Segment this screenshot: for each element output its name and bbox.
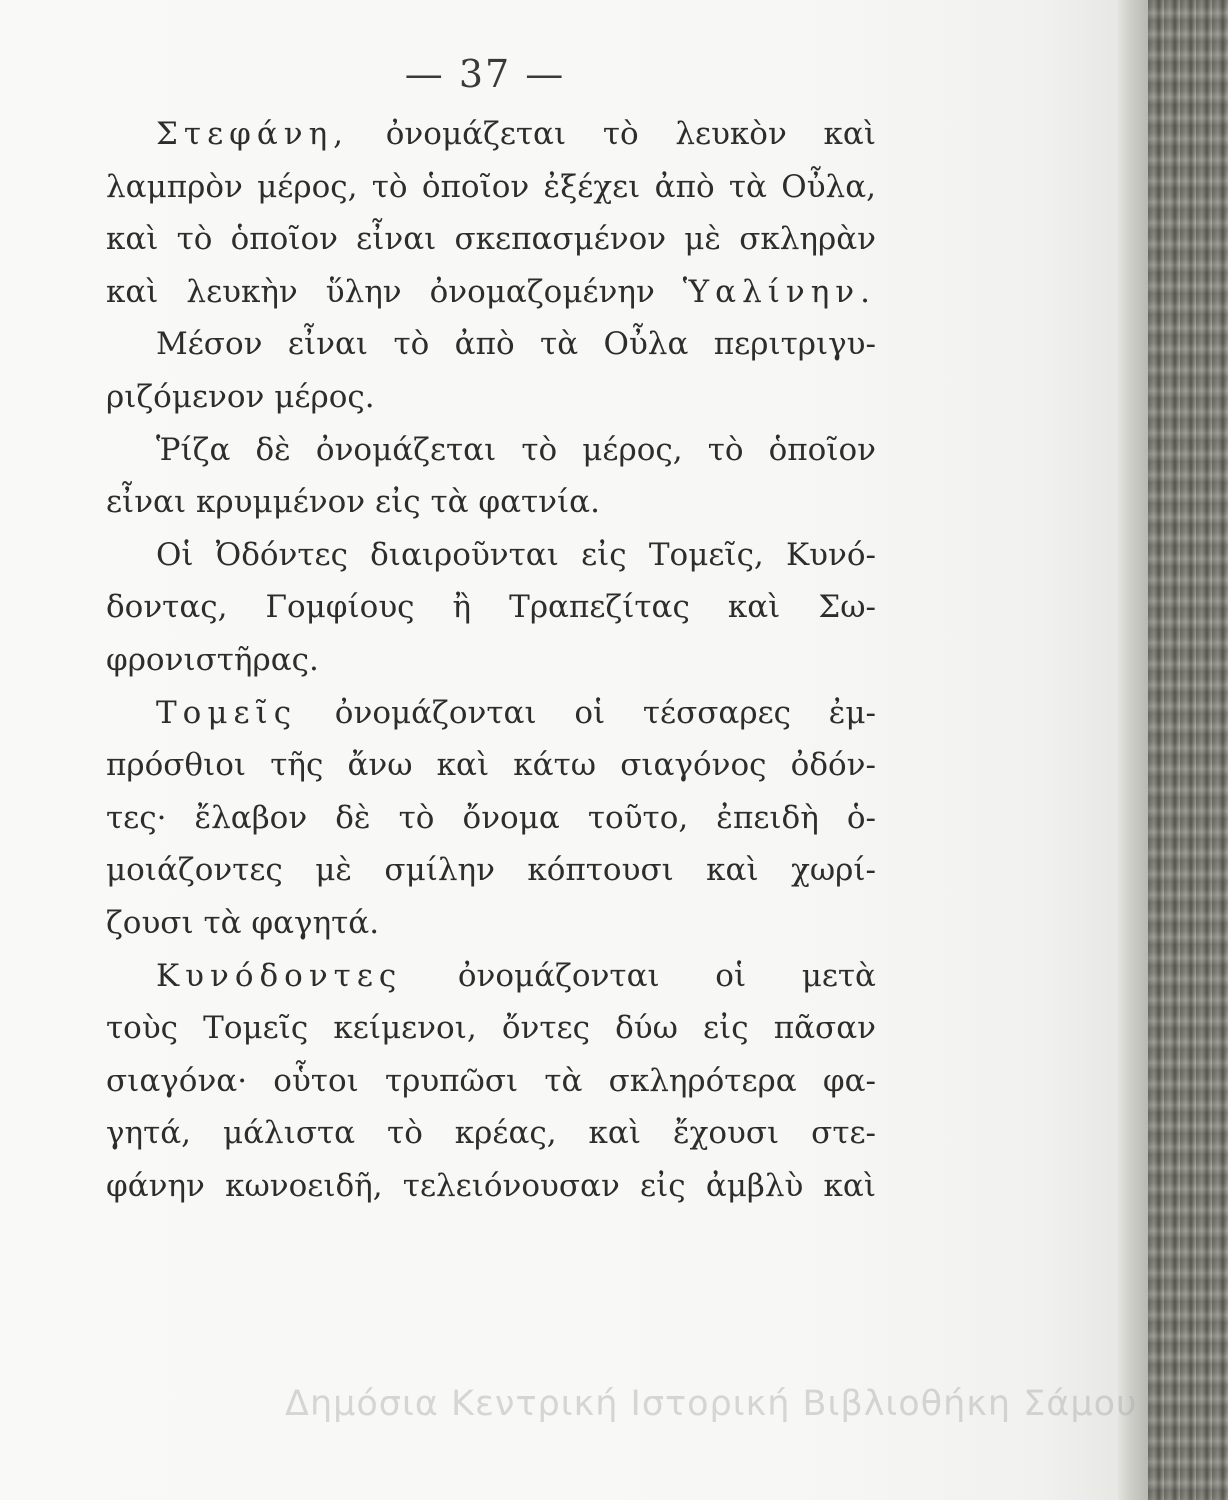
line-text: ὀνομάζονται οἱ τέσσαρες ἐμ- [297, 694, 876, 731]
term-heading: Τομεῖς [156, 694, 298, 731]
line-text: ὀνομάζεται τὸ λευκὸν καὶ [349, 116, 876, 152]
text-line: φάνην κωνοειδῆ, τελειόνουσαν εἰς ἀμβλὺ καὶ [106, 1167, 876, 1204]
term-heading: Στεφάνη, [156, 116, 350, 152]
text-line: λαμπρὸν μέρος, τὸ ὁποῖον ἐξέχει ἀπὸ τὰ Οὖλα, [106, 168, 876, 205]
text-line: καὶ τὸ ὁποῖον εἶναι σκεπασμένον μὲ σκληρὰν [106, 221, 876, 258]
text-line [106, 950, 876, 1003]
text-line [106, 266, 876, 319]
text-line [106, 108, 876, 161]
text-line: Ῥίζα δὲ ὀνομάζεται τὸ μέρος, τὸ ὁποῖον [156, 431, 876, 468]
term-heading: Ὑαλίνην. [682, 273, 876, 310]
line-text: καὶ λευκὴν ὕλην ὀνομαζομένην [106, 273, 683, 310]
page-number: — 37 — [404, 52, 566, 96]
body-text [106, 108, 876, 1212]
marbled-page-edge [1148, 0, 1228, 1500]
line-text: ὀνομάζονται οἱ μετὰ [402, 957, 876, 994]
text-line: ζουσι τὰ φαγητά. [106, 904, 380, 941]
library-watermark: Δημόσια Κεντρική Ιστορική Βιβλιοθήκη Σάμου [285, 1384, 1138, 1424]
book-spine [1118, 0, 1148, 1500]
text-line: Μέσον εἶναι τὸ ἀπὸ τὰ Οὖλα περιτριγυ- [156, 326, 876, 363]
text-line: τοὺς Τομεῖς κείμενοι, ὄντες δύω εἰς πᾶσαν [106, 1010, 876, 1047]
text-line [106, 687, 876, 740]
text-line: πρόσθιοι τῆς ἄνω καὶ κάτω σιαγόνος ὀδόν- [106, 747, 876, 784]
text-line: τες· ἔλαβον δὲ τὸ ὄνομα τοῦτο, ἐπειδὴ ὁ- [106, 799, 876, 836]
text-line: γητά, μάλιστα τὸ κρέας, καὶ ἔχουσι στε- [106, 1115, 876, 1152]
text-line: ριζόμενον μέρος. [106, 378, 375, 415]
text-line: μοιάζοντες μὲ σμίλην κόπτουσι καὶ χωρί- [106, 852, 876, 889]
text-line: σιαγόνα· οὗτοι τρυπῶσι τὰ σκληρότερα φα- [106, 1062, 876, 1099]
text-line: εἶναι κρυμμένον εἰς τὰ φατνία. [106, 484, 600, 521]
text-line: Οἱ Ὀδόντες διαιροῦνται εἰς Τομεῖς, Κυνό- [156, 536, 876, 573]
text-line: φρονιστῆρας. [106, 641, 319, 678]
term-heading: Κυνόδοντες [156, 957, 403, 994]
text-line: δοντας, Γομφίους ἢ Τραπεζίτας καὶ Σω- [106, 589, 876, 626]
